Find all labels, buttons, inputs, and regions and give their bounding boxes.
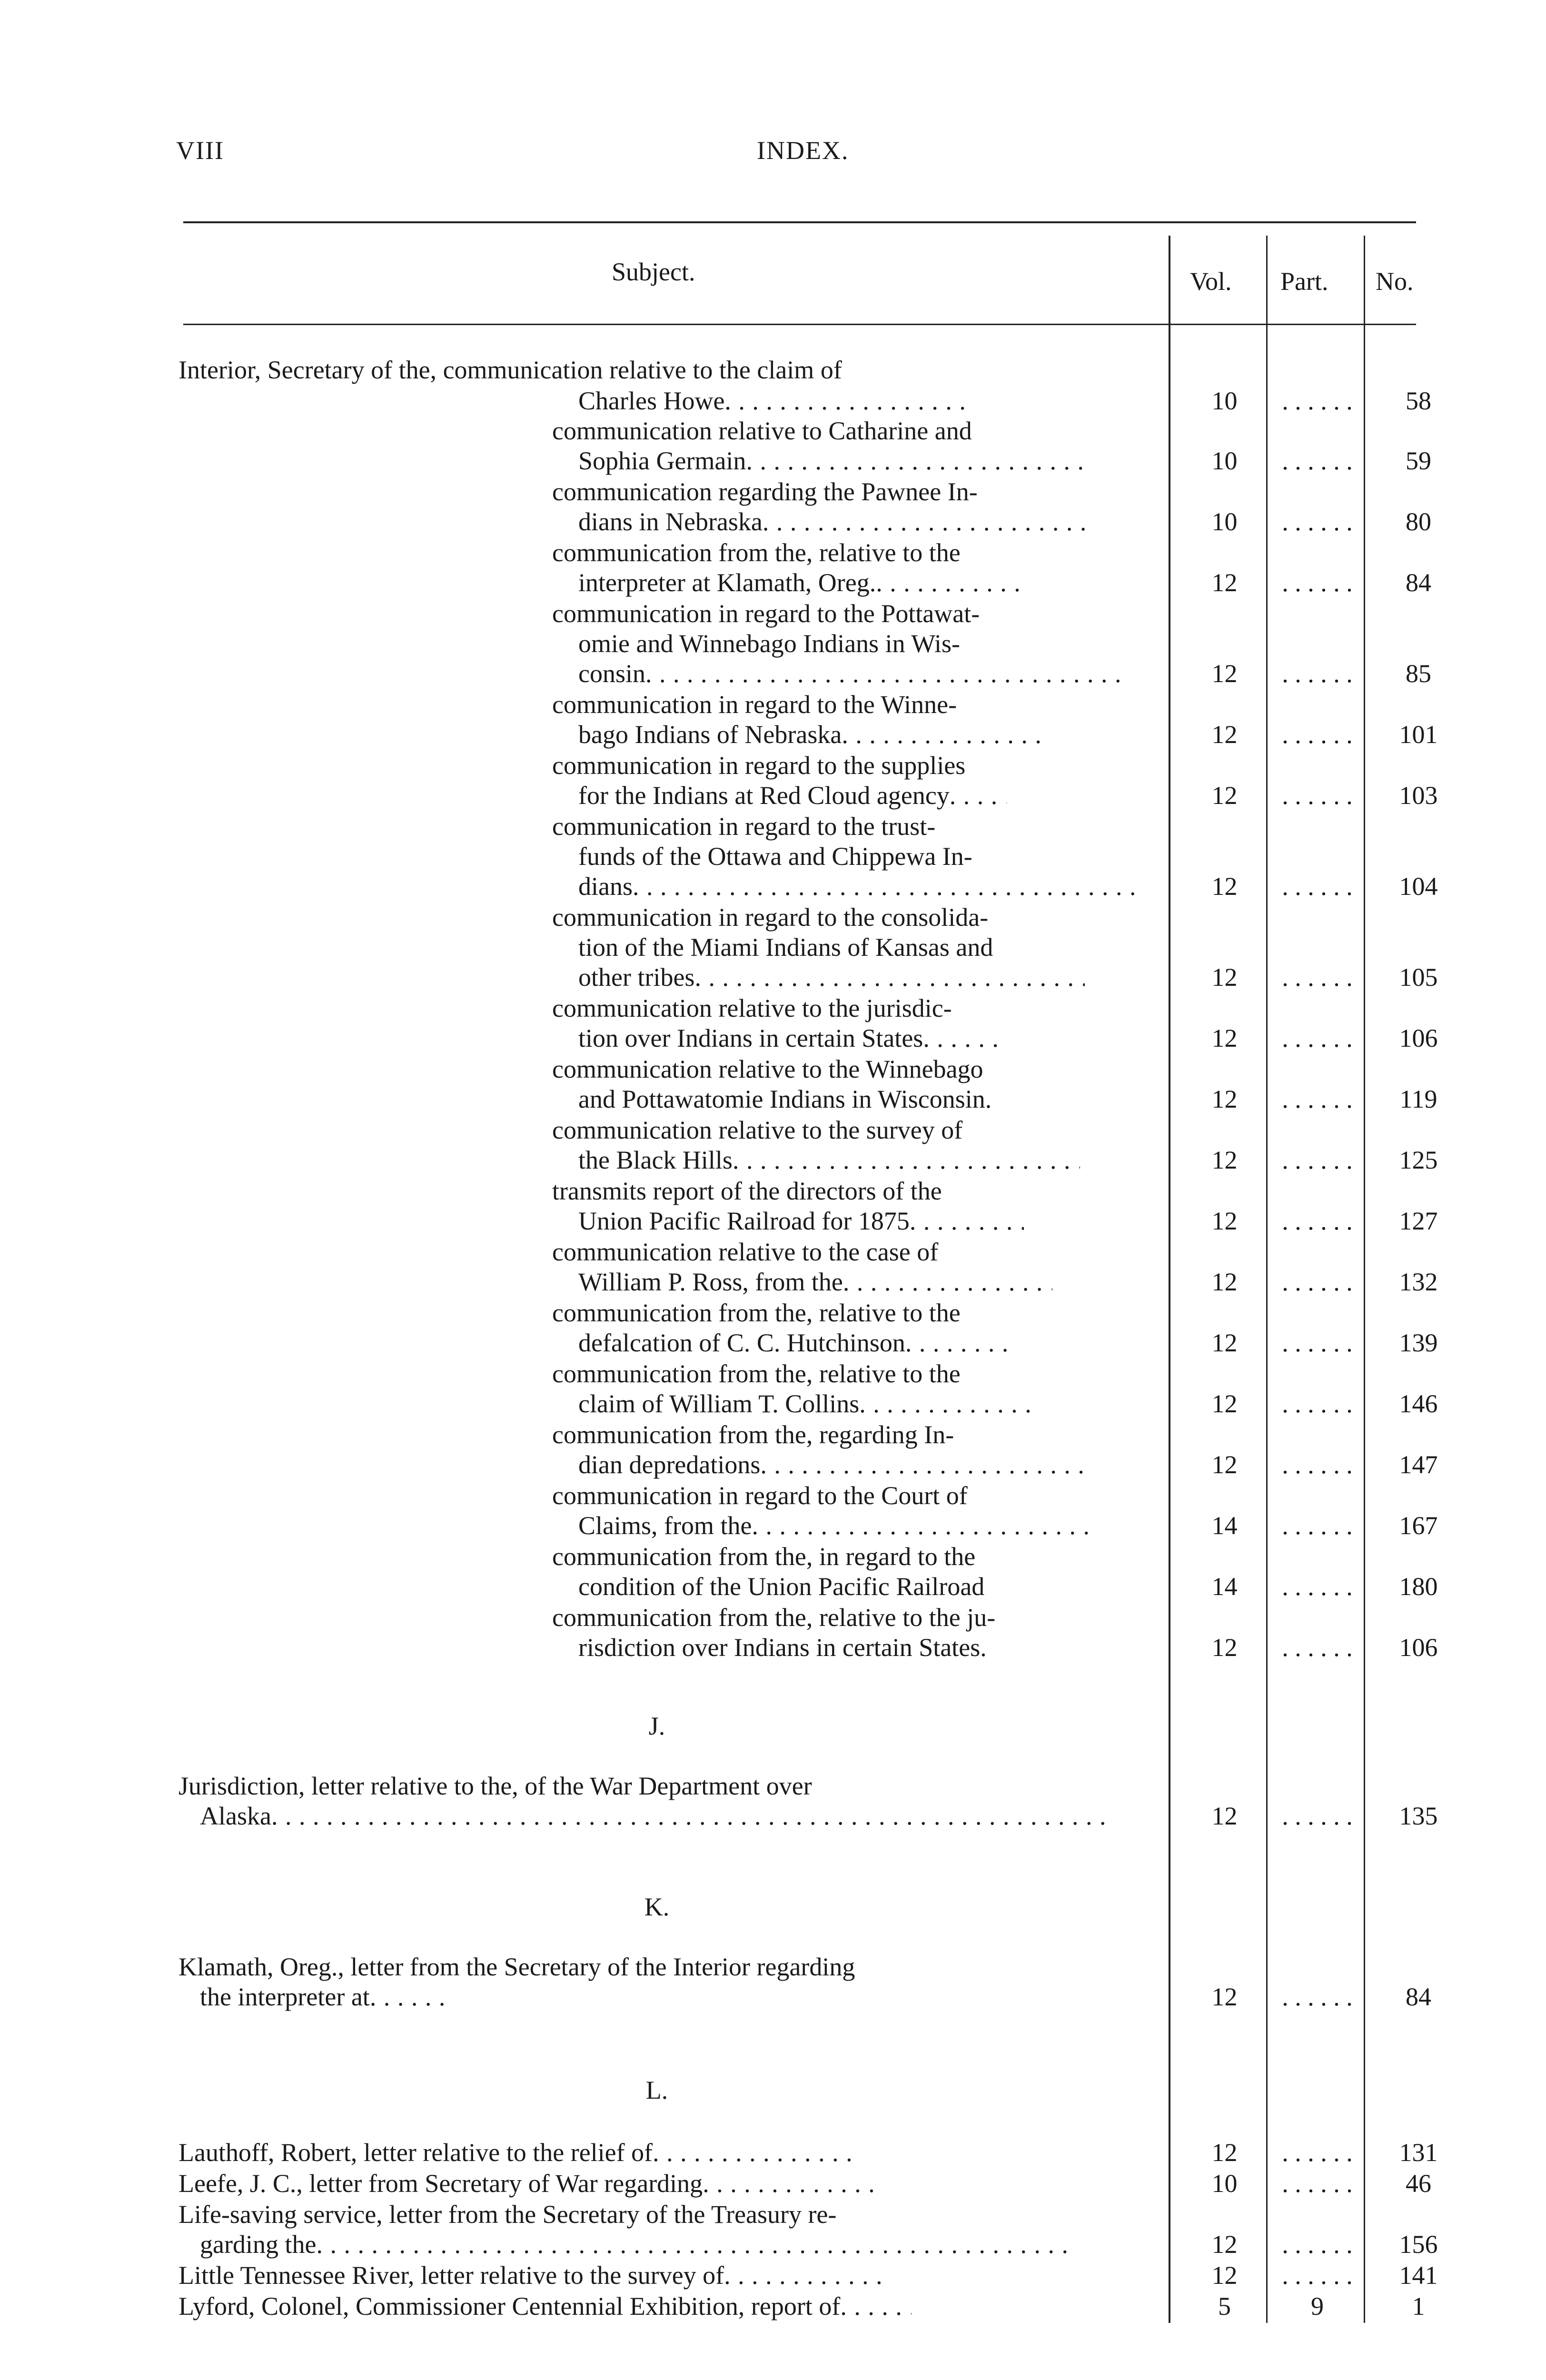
no-column-header: No.: [1376, 267, 1414, 296]
vol-column-divider: [1169, 236, 1170, 2323]
part-leader-dots: . . . . . .: [1282, 1511, 1353, 1540]
part-leader-dots: . . . . . .: [1282, 720, 1353, 749]
index-page: VIII INDEX. Subject. Vol. Part. No. Interior, Secretary of the, communication relative to the claim of Charles Howe. . . 10 . . . . . . 58 communication relative to Catharine and Sophia Germain. . . 10 59 . . . . . . communication regarding the Pawnee In- dians in Nebraska. . . 10 80 . . . . . . communication from the, relative to the interpreter at Klamath, Oreg.. . . 12 84 . . . . . . communication in regard to the Pottawat- omie and Winnebago Indians in Wis- consin. . . 12 85 . . . . . . communication in regard to the Winne- bago Indians of Nebraska. . . 12 101 . . . . . . communication in regard to the supplies for the Indians at Red Cloud agency. . . 12 103 . . . . . . communication in regard to the trust- funds of the Ottawa and Chippewa In- dians. . . 12 104 . . . . . . communication in regard to the consolida- tion of the Miami Indians of Kansas and other tribes. . . 12 105 . . . . . . communication relative to the jurisdic- tion over Indians in certain States. . . 12 106 . . . . . . communication relative to the Winnebago and Pottawatomie Indians in Wisconsin. 12 119 . . . . . . communication relative to the survey of the Black Hills. . . 12 125 . . . . . . transmits report of the directors of the Union Pacific Railroad for 1875. . . 12 127 . . . . . . communication relative to the case of William P. Ross, from the. . . 12 132 . . . . . . communication from the, relative to the defalcation of C. C. Hutchinson. . . 12 139 . . . . . . communication from the, relative to the claim of William T. Collins. . . 12 146 . . . . . . communication from the, regarding In- dian depredations. . . 12 147 . . . . . . communication in regard to the Court of Claims, from the. . . 14 167 . . . . . . communication from the, in regard to the condition of the Union Pacific Railroad 14 180 . . . . . . communication from the, relative to the ju- risdiction over Indians in certain States. 12 106 . . . . . . J. Jurisdiction, letter relative to the, of the War Department over Alaska. . . 12 135 . . . . . . K. Klamath, Oreg., letter from the Secretary of the Interior regarding the interpreter at. . . 12 84 . . . . . . L. Lauthoff, Robert, letter relative to the relief of. . . 12 131 . . . . . . Leefe, J. C., letter from Secretary of War regarding. . . 10 46 . . . . . . Life-saving service, letter from the Secretary of the Treasury re- garding the. . . 12 156 . . . . . . Little Tennessee River, letter relative to the survey of. . . 12 141 . . . . . . Lyford, Colonel, Commissioner Centennial Exhibition, report of. . . 5 9 1: [0, 0, 1546, 2380]
part-leader-dots: . . . . . .: [1282, 1024, 1353, 1052]
page-number: VIII: [176, 136, 224, 165]
section-letter-k: K.: [644, 1893, 670, 1921]
part-leader-dots: . . . . . .: [1282, 1389, 1353, 1418]
part-leader-dots: . . . . . .: [1282, 1983, 1353, 2011]
part-leader-dots: . . . . . .: [1282, 2261, 1353, 2290]
vol-column-header: Vol.: [1190, 267, 1232, 296]
section-letter-j: J.: [648, 1712, 665, 1740]
part-leader-dots: . . . . . .: [1282, 387, 1353, 415]
part-leader-dots: . . . . . .: [1282, 1085, 1353, 1113]
part-leader-dots: . . . . . .: [1282, 1450, 1353, 1479]
part-leader-dots: . . . . . .: [1282, 2138, 1353, 2167]
part-leader-dots: . . . . . .: [1282, 2169, 1353, 2198]
part-leader-dots: . . . . . .: [1282, 1572, 1353, 1601]
part-leader-dots: . . . . . .: [1282, 781, 1353, 810]
part-leader-dots: . . . . . .: [1282, 659, 1353, 688]
subject-column-header: Subject.: [612, 258, 695, 286]
part-leader-dots: . . . . . .: [1282, 1802, 1353, 1830]
part-leader-dots: . . . . . .: [1282, 1146, 1353, 1174]
part-leader-dots: . . . . . .: [1282, 872, 1353, 901]
part-leader-dots: . . . . . .: [1282, 446, 1353, 475]
page-title: INDEX.: [757, 136, 849, 165]
part-column-header: Part.: [1280, 267, 1328, 296]
part-leader-dots: . . . . . .: [1282, 507, 1353, 536]
part-leader-dots: . . . . . .: [1282, 1329, 1353, 1357]
part-leader-dots: . . . . . .: [1282, 1207, 1353, 1235]
part-leader-dots: . . . . . .: [1282, 1268, 1353, 1296]
table-top-rule: [183, 221, 1416, 223]
part-leader-dots: . . . . . .: [1282, 1633, 1353, 1662]
section-letter-l: L.: [645, 2076, 668, 2104]
part-leader-dots: . . . . . .: [1282, 568, 1353, 597]
part-leader-dots: . . . . . .: [1282, 2230, 1353, 2259]
part-leader-dots: . . . . . .: [1282, 963, 1353, 992]
table-header-rule: [183, 324, 1416, 325]
